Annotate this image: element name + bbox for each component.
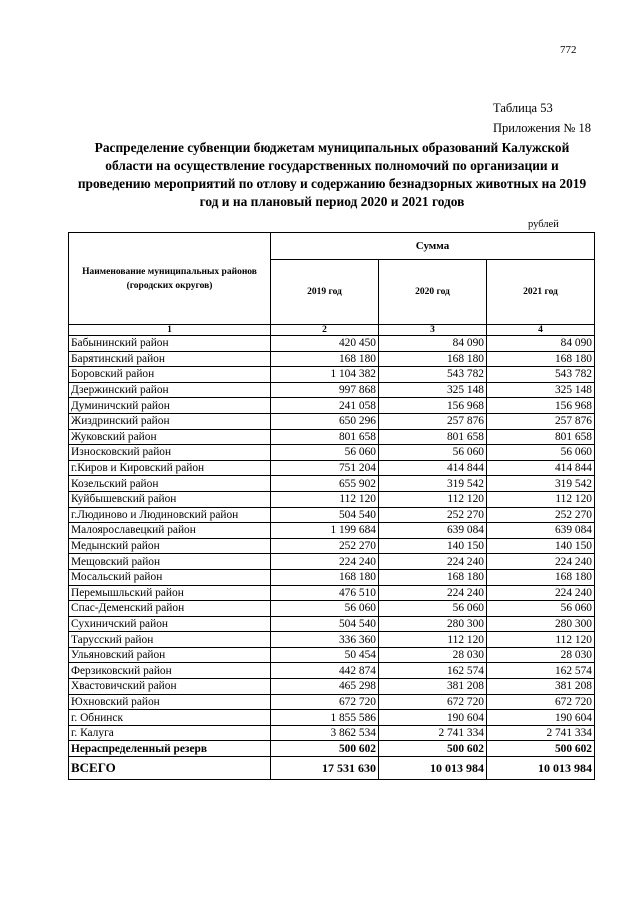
value-2019: 476 510: [271, 585, 379, 601]
table-row: [69, 538, 595, 554]
reserve-2021: 500 602: [487, 741, 595, 757]
total-2020: 10 013 984: [379, 757, 487, 780]
value-2020: 56 060: [379, 445, 487, 461]
table-row: [69, 679, 595, 695]
value-2020: 112 120: [379, 491, 487, 507]
value-2021: 639 084: [487, 523, 595, 539]
value-2020: 381 208: [379, 679, 487, 695]
document-title: Распределение субвенции бюджетам муниципальных образований Калужской области на осуществление государственных полномочий по организации и проведению мероприятий по отлову и содержанию безнадзорных животных на 2019 год и на плановый период 2020 и 2021 годов: [77, 140, 587, 209]
value-2020: 414 844: [379, 460, 487, 476]
value-2020: 319 542: [379, 476, 487, 492]
value-2021: 2 741 334: [487, 725, 595, 741]
value-2019: 1 199 684: [271, 523, 379, 539]
value-2021: 224 240: [487, 585, 595, 601]
value-2021: 381 208: [487, 679, 595, 695]
district-name: Ферзиковский район: [69, 663, 271, 679]
district-name: Ульяновский район: [69, 647, 271, 663]
value-2019: 56 060: [271, 601, 379, 617]
district-name: Думиничский район: [69, 398, 271, 414]
district-name: Куйбышевский район: [69, 491, 271, 507]
table-row: [69, 569, 595, 585]
distribution-table: [68, 232, 595, 780]
value-2020: 325 148: [379, 382, 487, 398]
district-name: Жиздринский район: [69, 413, 271, 429]
value-2021: 156 968: [487, 398, 595, 414]
value-2020: 639 084: [379, 523, 487, 539]
district-name: Малоярославецкий район: [69, 523, 271, 539]
total-row: [69, 757, 595, 780]
table-row: [69, 694, 595, 710]
value-2019: 241 058: [271, 398, 379, 414]
total-name: ВСЕГО: [69, 757, 271, 780]
district-name: Мещовский район: [69, 554, 271, 570]
district-name: Боровский район: [69, 367, 271, 383]
value-2021: 112 120: [487, 491, 595, 507]
value-2019: 336 360: [271, 632, 379, 648]
value-2021: 28 030: [487, 647, 595, 663]
district-name: Тарусский район: [69, 632, 271, 648]
table-ref-line1: Таблица 53: [493, 101, 553, 115]
table-row: [69, 336, 595, 352]
district-name: Бабынинский район: [69, 336, 271, 352]
value-2021: 84 090: [487, 336, 595, 352]
table-row: [69, 632, 595, 648]
value-2021: 56 060: [487, 601, 595, 617]
district-name: г. Обнинск: [69, 710, 271, 726]
reserve-row: [69, 741, 595, 757]
table-footer: [69, 741, 595, 780]
value-2020: 672 720: [379, 694, 487, 710]
table-header: [69, 233, 595, 336]
table-row: [69, 663, 595, 679]
district-name: г.Киров и Кировский район: [69, 460, 271, 476]
value-2021: 672 720: [487, 694, 595, 710]
value-2021: 252 270: [487, 507, 595, 523]
value-2019: 420 450: [271, 336, 379, 352]
district-name: г.Людиново и Людиновский район: [69, 507, 271, 523]
table-ref-line2: Приложения № 18: [493, 121, 591, 135]
page-number: 772: [560, 44, 577, 56]
table-row: [69, 616, 595, 632]
value-2021: 140 150: [487, 538, 595, 554]
district-name: Дзержинский район: [69, 382, 271, 398]
value-2021: 168 180: [487, 569, 595, 585]
value-2020: 162 574: [379, 663, 487, 679]
value-2019: 751 204: [271, 460, 379, 476]
value-2019: 168 180: [271, 569, 379, 585]
value-2020: 112 120: [379, 632, 487, 648]
district-name: Юхновский район: [69, 694, 271, 710]
reserve-name: Нераспределенный резерв: [69, 741, 271, 757]
value-2021: 257 876: [487, 413, 595, 429]
value-2019: 1 855 586: [271, 710, 379, 726]
value-2020: 257 876: [379, 413, 487, 429]
table-row: [69, 725, 595, 741]
table-row: [69, 429, 595, 445]
total-2021: 10 013 984: [487, 757, 595, 780]
value-2019: 504 540: [271, 507, 379, 523]
value-2020: 168 180: [379, 351, 487, 367]
district-name: г. Калуга: [69, 725, 271, 741]
header-sum: Сумма: [271, 233, 595, 260]
value-2019: 504 540: [271, 616, 379, 632]
header-index: 2: [271, 325, 379, 336]
table-row: [69, 445, 595, 461]
table-body: [69, 336, 595, 741]
table-row: [69, 507, 595, 523]
value-2021: 56 060: [487, 445, 595, 461]
table-row: [69, 601, 595, 617]
value-2021: 414 844: [487, 460, 595, 476]
table-row: [69, 351, 595, 367]
value-2020: 280 300: [379, 616, 487, 632]
table-row: [69, 382, 595, 398]
value-2019: 650 296: [271, 413, 379, 429]
value-2019: 168 180: [271, 351, 379, 367]
value-2021: 168 180: [487, 351, 595, 367]
value-2020: 543 782: [379, 367, 487, 383]
value-2020: 801 658: [379, 429, 487, 445]
table-row: [69, 491, 595, 507]
value-2021: 162 574: [487, 663, 595, 679]
value-2019: 801 658: [271, 429, 379, 445]
value-2019: 1 104 382: [271, 367, 379, 383]
table-row: [69, 554, 595, 570]
value-2021: 190 604: [487, 710, 595, 726]
table-reference: [493, 98, 591, 138]
reserve-2019: 500 602: [271, 741, 379, 757]
district-name: Спас-Деменский район: [69, 601, 271, 617]
header-index: 4: [487, 325, 595, 336]
district-name: Хвастовичский район: [69, 679, 271, 695]
value-2019: 997 868: [271, 382, 379, 398]
table-row: [69, 585, 595, 601]
value-2021: 801 658: [487, 429, 595, 445]
district-name: Медынский район: [69, 538, 271, 554]
value-2020: 252 270: [379, 507, 487, 523]
value-2019: 224 240: [271, 554, 379, 570]
value-2019: 56 060: [271, 445, 379, 461]
district-name: Козельский район: [69, 476, 271, 492]
district-name: Жуковский район: [69, 429, 271, 445]
value-2020: 156 968: [379, 398, 487, 414]
value-2021: 280 300: [487, 616, 595, 632]
value-2021: 112 120: [487, 632, 595, 648]
value-2019: 465 298: [271, 679, 379, 695]
value-2019: 3 862 534: [271, 725, 379, 741]
table-row: [69, 367, 595, 383]
value-2021: 224 240: [487, 554, 595, 570]
value-2021: 325 148: [487, 382, 595, 398]
table-row: [69, 460, 595, 476]
value-2019: 672 720: [271, 694, 379, 710]
district-name: Износковский район: [69, 445, 271, 461]
table-row: [69, 476, 595, 492]
value-2020: 56 060: [379, 601, 487, 617]
value-2021: 319 542: [487, 476, 595, 492]
table-row: [69, 523, 595, 539]
total-2019: 17 531 630: [271, 757, 379, 780]
value-2020: 28 030: [379, 647, 487, 663]
district-name: Мосальский район: [69, 569, 271, 585]
value-2019: 252 270: [271, 538, 379, 554]
value-2020: 168 180: [379, 569, 487, 585]
value-2020: 224 240: [379, 585, 487, 601]
header-index: 1: [69, 325, 271, 336]
header-year-2021: 2021 год: [487, 260, 595, 325]
district-name: Барятинский район: [69, 351, 271, 367]
value-2019: 442 874: [271, 663, 379, 679]
district-name: Сухиничский район: [69, 616, 271, 632]
reserve-2020: 500 602: [379, 741, 487, 757]
header-index: 3: [379, 325, 487, 336]
header-year-2020: 2020 год: [379, 260, 487, 325]
value-2020: 190 604: [379, 710, 487, 726]
value-2020: 84 090: [379, 336, 487, 352]
table-row: [69, 413, 595, 429]
value-2019: 50 454: [271, 647, 379, 663]
header-year-2019: 2019 год: [271, 260, 379, 325]
value-2020: 2 741 334: [379, 725, 487, 741]
header-name-column: Наименование муниципальных районов (городских округов): [69, 233, 271, 325]
district-name: Перемышльский район: [69, 585, 271, 601]
value-2019: 112 120: [271, 491, 379, 507]
value-2019: 655 902: [271, 476, 379, 492]
table-row: [69, 647, 595, 663]
table-row: [69, 710, 595, 726]
value-2020: 224 240: [379, 554, 487, 570]
units-label: рублей: [528, 219, 559, 230]
value-2020: 140 150: [379, 538, 487, 554]
table-row: [69, 398, 595, 414]
value-2021: 543 782: [487, 367, 595, 383]
